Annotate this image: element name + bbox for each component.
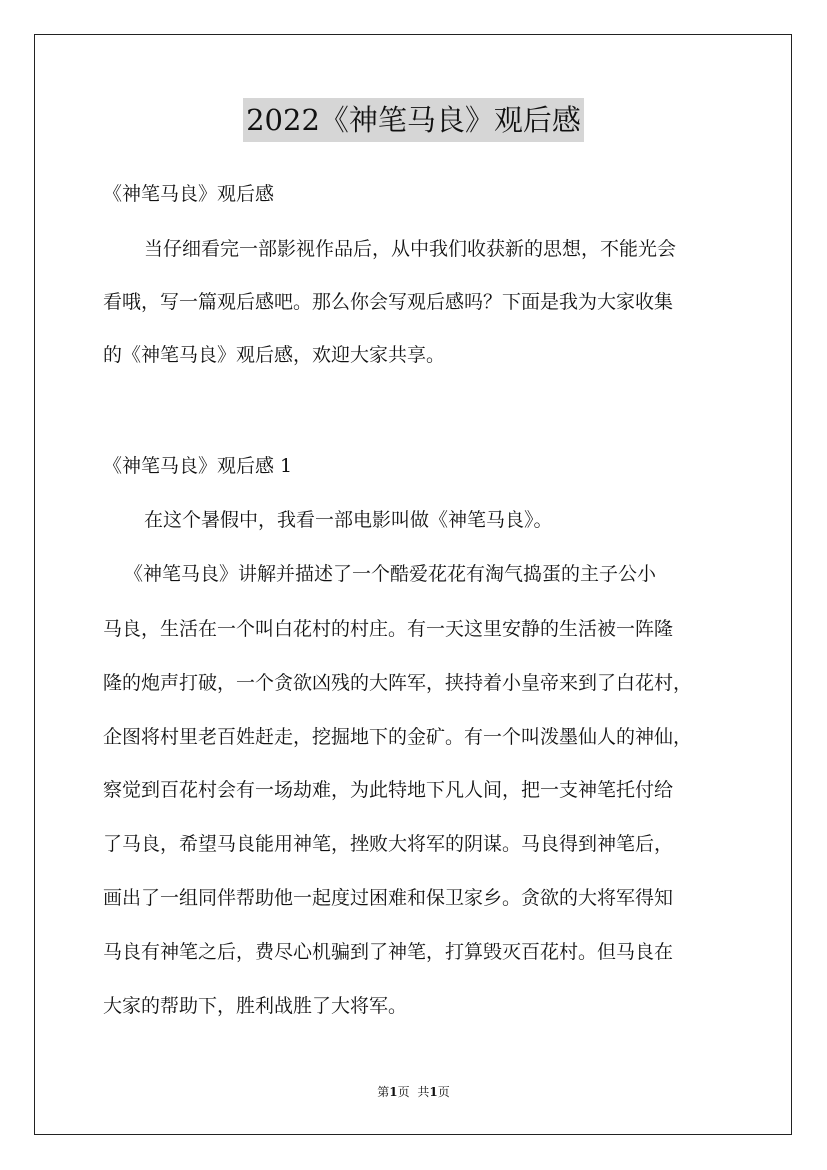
total-number: 1 xyxy=(429,1085,438,1099)
paragraph-line: 了马良，希望马良能用神笔，挫败大将军的阴谋。马良得到神笔后， xyxy=(103,833,674,855)
page-number: 1 xyxy=(389,1085,398,1099)
total-prefix: 共 xyxy=(417,1085,430,1099)
paragraph-line: 企图将村里老百姓赶走，挖掘地下的金矿。有一个叫泼墨仙人的神仙， xyxy=(103,726,693,748)
paragraph-line: 马良，生活在一个叫白花村的村庄。有一天这里安静的生活被一阵隆 xyxy=(103,618,674,640)
page-footer xyxy=(0,1084,827,1100)
paragraph-line: 画出了一组同伴帮助他一起度过困难和保卫家乡。贪欲的大将军得知 xyxy=(103,887,674,909)
document-title: 2022《神笔马良》观后感 xyxy=(243,98,584,142)
title-container xyxy=(0,98,827,142)
paragraph-line: 《神笔马良》讲解并描述了一个酷爱花花有淘气捣蛋的主子公小 xyxy=(124,563,657,585)
paragraph-line: 在这个暑假中，我看一部电影叫做《神笔马良》。 xyxy=(144,509,553,531)
paragraph-line: 马良有神笔之后，费尽心机骗到了神笔，打算毁灭百花村。但马良在 xyxy=(103,941,674,963)
paragraph-line: 当仔细看完一部影视作品后，从中我们收获新的思想，不能光会 xyxy=(144,238,677,260)
section-heading: 《神笔马良》观后感 1 xyxy=(103,455,293,477)
paragraph-line: 隆的炮声打破，一个贪欲凶残的大阵军，挟持着小皇帝来到了白花村， xyxy=(103,672,693,694)
page-prefix: 第 xyxy=(377,1085,390,1099)
total-suffix: 页 xyxy=(437,1085,450,1099)
page-suffix: 页 xyxy=(397,1085,410,1099)
intro-heading: 《神笔马良》观后感 xyxy=(103,183,275,205)
paragraph-line: 大家的帮助下，胜利战胜了大将军。 xyxy=(103,995,408,1017)
paragraph-line: 看哦，写一篇观后感吧。那么你会写观后感吗？下面是我为大家收集 xyxy=(103,291,674,313)
paragraph-line: 的《神笔马良》观后感，欢迎大家共享。 xyxy=(103,344,446,366)
paragraph-line: 察觉到百花村会有一场劫难，为此特地下凡人间，把一支神笔托付给 xyxy=(103,779,674,801)
